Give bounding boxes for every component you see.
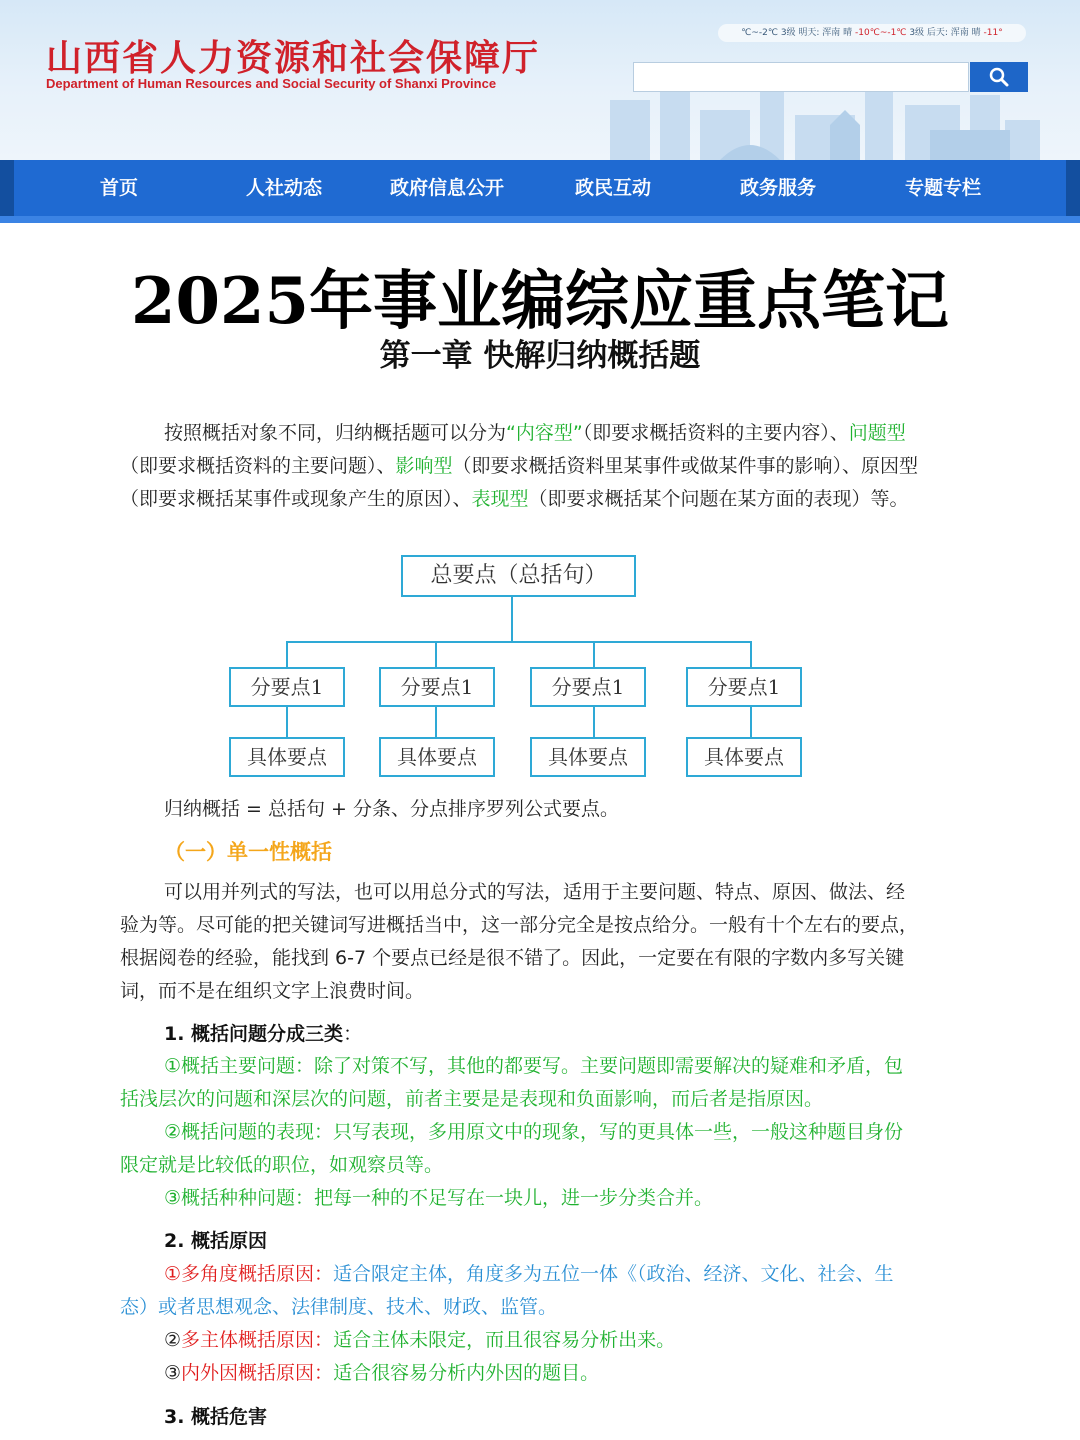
nav-right-cap	[1066, 160, 1080, 223]
nav-item-gov-info[interactable]: 政府信息公开	[390, 177, 505, 199]
diagram-branch-line	[286, 641, 752, 643]
diagram-drop-1	[286, 641, 288, 667]
diagram-drop-2	[435, 641, 437, 667]
main-navigation	[0, 160, 1080, 223]
diagram-top-box: 总要点（总括句）	[401, 555, 636, 597]
weather-text-c: 3级 后天: 浑南 晴	[906, 28, 984, 38]
diagram-link-1	[286, 707, 288, 737]
diagram-sub-box-4: 分要点1	[686, 667, 802, 707]
cause-item-3	[120, 1357, 920, 1390]
diagram-detail-box-1: 具体要点	[229, 737, 345, 777]
heading-problems	[164, 1019, 362, 1046]
diagram-link-2	[435, 707, 437, 737]
document-title: 2025年事业编综应重点笔记	[130, 264, 950, 339]
problem-item-1: ①概括主要问题：除了对策不写，其他的都要写。主要问题即需要解决的疑难和矛盾，包括浅层次的问题和深层次的问题，前者主要是是表现和负面影响，而后者是指原因。	[120, 1055, 904, 1110]
intro-type-problem: 问题型	[848, 422, 906, 444]
weather-text-a: ℃~-2℃ 3级 明天: 浑南 晴	[741, 28, 856, 38]
problem-item-2: ②概括问题的表现：只写表现，多用原文中的现象，写的更具体一些，一般这种题目身份限定就是比较低的职位，如观察员等。	[120, 1121, 904, 1176]
nav-item-news[interactable]: 人社动态	[246, 177, 323, 199]
weather-temp-d: -11°	[983, 28, 1003, 38]
diagram-link-3	[593, 707, 595, 737]
search-button[interactable]	[970, 62, 1028, 92]
formula-line: 归纳概括 = 总括句 + 分条、分点排序罗列公式要点。	[164, 798, 619, 820]
intro-text-1: 按照概括对象不同，归纳概括题可以分为	[164, 422, 507, 444]
site-header	[0, 0, 1080, 160]
nav-item-topics[interactable]: 专题专栏	[905, 177, 982, 199]
nav-item-services[interactable]: 政务服务	[740, 177, 817, 199]
intro-type-impact: 影响型	[395, 455, 453, 477]
cause-item-1-text: 适合限定主体，角度多为五位一体《（政治、经济、文化、社会、生态）或者思想观念、法律制度、技术、财政、监管。	[120, 1263, 894, 1318]
nav-item-interaction[interactable]: 政民互动	[575, 177, 652, 199]
intro-text-3: （即要求概括资料的主要问题）、	[120, 455, 396, 477]
cause-item-2-text: 适合主体未限定，而且很容易分析出来。	[333, 1329, 676, 1351]
diagram-drop-3	[593, 641, 595, 667]
intro-type-content: “内容型”	[506, 422, 583, 444]
section1-body: 可以用并列式的写法，也可以用总分式的写法，适用于主要问题、特点、原因、做法、经验为等。尽可能的把关键词写进概括当中，这一部分完全是按点给分。一般有十个左右的要点，根据阅卷的经验，能找到 6-7 个要点已经是很不错了。因此，一定要在有限的字数内多写关键词，而不是在组织文字上浪费时间。	[120, 881, 919, 1002]
intro-text-2: （即要求概括资料的主要内容）、	[582, 422, 849, 444]
cause-item-3-label: 内外因概括原因：	[181, 1362, 334, 1384]
chapter-subtitle: 第一章 快解归纳概括题	[379, 338, 701, 374]
diagram-link-4	[750, 707, 752, 737]
diagram-detail-box-2: 具体要点	[379, 737, 495, 777]
cause-item-1-label: ①多角度概括原因：	[164, 1263, 334, 1285]
diagram-stem-line	[511, 597, 513, 643]
heading-harms: 3. 概括危害	[164, 1406, 268, 1428]
cause-item-2-num: ②	[164, 1329, 182, 1351]
weather-ticker	[718, 24, 1026, 42]
diagram-sub-box-1: 分要点1	[229, 667, 345, 707]
diagram-drop-4	[750, 641, 752, 667]
cause-item-1	[120, 1258, 920, 1324]
site-subtitle: Department of Human Resources and Social Security of Shanxi Province	[46, 76, 497, 91]
site-title: 山西省人力资源和社会保障厅	[46, 38, 541, 79]
heading-problems-colon: ：	[343, 1023, 363, 1045]
diagram-detail-box-4: 具体要点	[686, 737, 802, 777]
intro-text-5: （即要求概括某个问题在某方面的表现）等。	[528, 488, 909, 510]
nav-left-cap	[0, 160, 14, 223]
heading-problems-text: 1. 概括问题分成三类	[164, 1023, 344, 1045]
diagram-sub-box-3: 分要点1	[530, 667, 646, 707]
cause-item-3-num: ③	[164, 1362, 182, 1384]
cause-item-3-text: 适合很容易分析内外因的题目。	[333, 1362, 600, 1384]
heading-causes: 2. 概括原因	[164, 1230, 268, 1252]
section1-heading	[164, 836, 964, 870]
section1-title: （一）单一性概括	[164, 840, 332, 864]
cause-item-2-label: 多主体概括原因：	[181, 1329, 334, 1351]
intro-paragraph	[120, 417, 920, 516]
intro-type-manifest: 表现型	[471, 488, 529, 510]
intro-text-4: （即要求概括资料里某事件或做某件事的影响）、原因型（即要求概括某事件或现象产生的原因）、	[120, 455, 919, 510]
nav-item-home[interactable]: 首页	[100, 177, 139, 199]
summary-structure-diagram	[228, 555, 804, 783]
nav-stripe	[0, 216, 1080, 223]
cause-item-2	[120, 1324, 920, 1357]
diagram-detail-box-3: 具体要点	[530, 737, 646, 777]
problem-item-3: ③概括种种问题：把每一种的不足写在一块儿，进一步分类合并。	[164, 1187, 714, 1209]
search-icon	[989, 67, 1009, 87]
search-input[interactable]	[633, 62, 969, 92]
diagram-sub-box-2: 分要点1	[379, 667, 495, 707]
weather-temp-b: -10℃~-1℃	[855, 28, 907, 38]
